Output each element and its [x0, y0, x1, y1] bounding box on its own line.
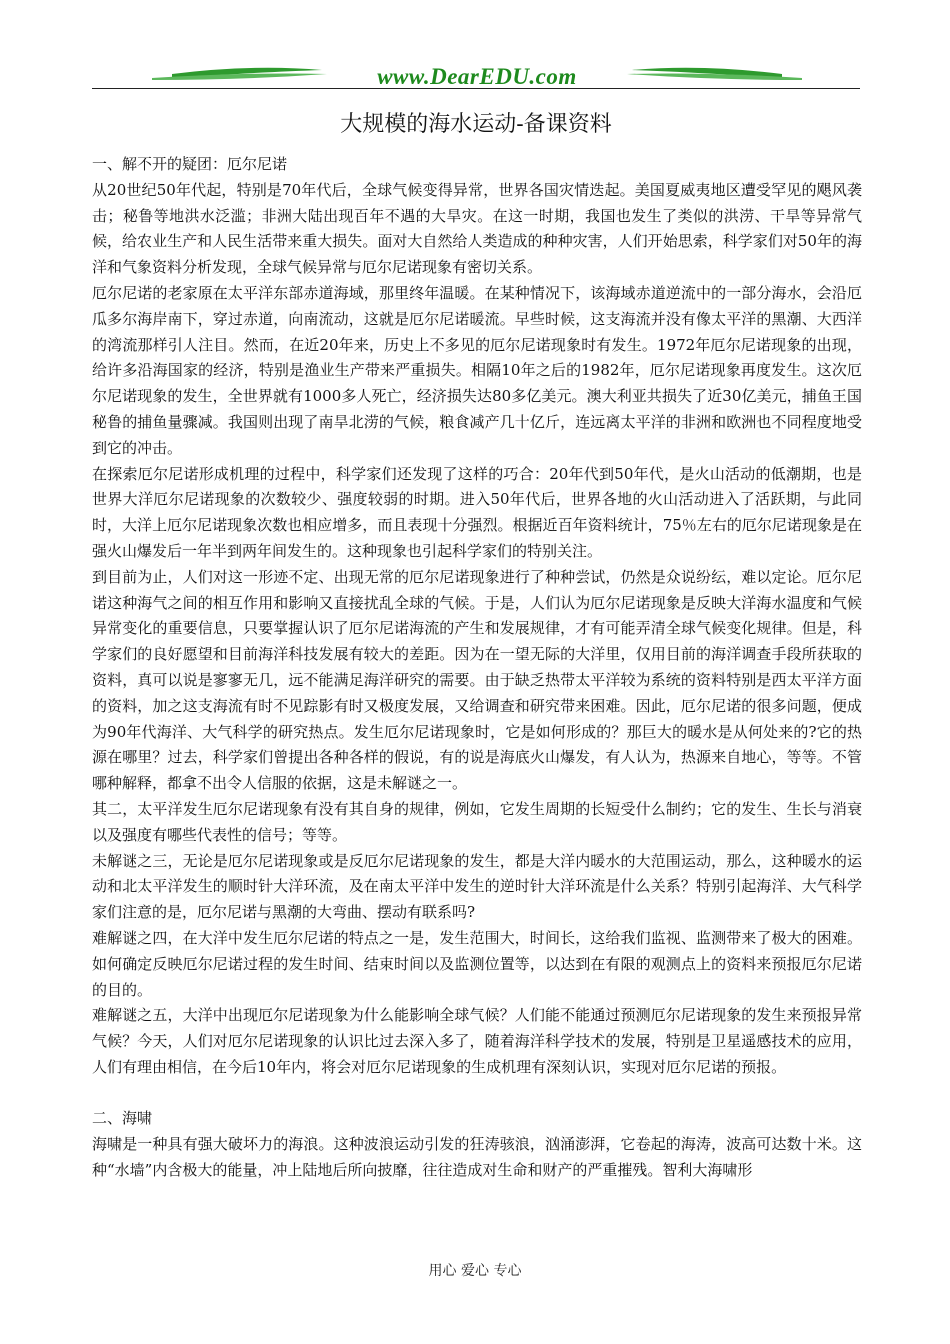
page-footer: 用心 爱心 专心	[428, 1263, 522, 1279]
body-paragraph: 厄尔尼诺的老家原在太平洋东部赤道海域，那里终年温暖。在某种情况下，该海域赤道逆流中的一部分海水，会沿厄瓜多尔海岸南下，穿过赤道，向南流动，这就是厄尔尼诺暖流。早些时候，这支海流并没有像太平洋的黑潮、大西洋的湾流那样引人注目。然而，在近20年来，历史上不多见的厄尔尼诺现象时有发生。1972年厄尔尼诺现象的出现，给许多沿海国家的经济，特别是渔业生产带来严重损失。相隔10年之后的1982年，厄尔尼诺现象再度发生。这次厄尔尼诺现象的发生，全世界就有1000多人死亡，经济损失达80多亿美元。澳大利亚共损失了近30亿美元，捕鱼王国秘鲁的捕鱼量骤减。我国则出现了南旱北涝的气候，粮食减产几十亿斤，连远离太平洋的非洲和欧洲也不同程度地受到它的冲击。	[92, 283, 862, 457]
body-paragraph: 在探索厄尔尼诺形成机理的过程中，科学家们还发现了这样的巧合：20年代到50年代，是火山活动的低潮期，也是世界大洋厄尔尼诺现象的次数较少、强度较弱的时期。进入50年代后，世界各地的火山活动进入了活跃期，与此同时，大洋上厄尔尼诺现象次数也相应增多，而且表现十分强烈。根据近百年资料统计，75％左右的厄尔尼诺现象是在强火山爆发后一年半到两年间发生的。这种现象也引起科学家们的特别关注。	[92, 464, 862, 560]
site-logo-text[interactable]: www.DearEDU.com	[377, 64, 577, 89]
body-paragraph: 从20世纪50年代起，特别是70年代后，全球气候变得异常，世界各国灾情迭起。美国夏威夷地区遭受罕见的飓风袭击；秘鲁等地洪水泛滥；非洲大陆出现百年不遇的大旱灾。在这一时期，我国也发生了类似的洪涝、干旱等异常气候，给农业生产和人民生活带来重大损失。面对大自然给人类造成的种种灾害，人们开始思索，科学家们对50年的海洋和气象资料分析发现，全球气候异常与厄尔尼诺现象有密切关系。	[92, 180, 862, 277]
body-paragraph: 其二，太平洋发生厄尔尼诺现象有没有其自身的规律，例如，它发生周期的长短受什么制约；它的发生、生长与消衰以及强度有哪些代表性的信号；等等。	[92, 799, 862, 844]
blank-line	[92, 1081, 862, 1107]
body-paragraph: 海啸是一种具有强大破坏力的海浪。这种波浪运动引发的狂涛骇浪，汹涌澎湃，它卷起的海涛，波高可达数十米。这种“水墙”内含极大的能量，冲上陆地后所向披靡，往往造成对生命和财产的严重摧残。智利大海啸形	[92, 1135, 862, 1180]
section-heading: 一、解不开的疑团：厄尔尼诺	[92, 155, 288, 173]
section-heading: 二、海啸	[92, 1109, 153, 1128]
body-paragraph: 未解谜之三，无论是厄尔尼诺现象或是反厄尔尼诺现象的发生，都是大洋内暖水的大范围运动，那么，这种暖水的运动和北太平洋发生的顺时针大洋环流，及在南太平洋中发生的逆时针大洋环流是什么关系？特别引起海洋、大气科学家们注意的是，厄尔尼诺与黑潮的大弯曲、摆动有联系吗?	[92, 851, 862, 922]
body-paragraph: 难解谜之五，大洋中出现厄尔尼诺现象为什么能影响全球气候？人们能不能通过预测厄尔尼诺现象的发生来预报异常气候？今天，人们对厄尔尼诺现象的认识比过去深入多了，随着海洋科学技术的发展，特别是卫星遥感技术的应用，人们有理由相信，在今后10年内，将会对厄尔尼诺现象的生成机理有深刻认识，实现对厄尔尼诺的预报。	[92, 1006, 862, 1076]
body-paragraph: 难解谜之四，在大洋中发生厄尔尼诺的特点之一是，发生范围大，时间长，这给我们监视、监测带来了极大的困难。如何确定反映厄尔尼诺过程的发生时间、结束时间以及监测位置等，以达到在有限的观测点上的资料来预报厄尔尼诺的目的。	[92, 928, 862, 999]
body-paragraph: 到目前为止，人们对这一形迹不定、出现无常的厄尔尼诺现象进行了种种尝试，仍然是众说纷纭，难以定论。厄尔尼诺这种海气之间的相互作用和影响又直接扰乱全球的气候。于是，人们认为厄尔尼诺现象是反映大洋海水温度和气候异常变化的重要信息，只要掌握认识了厄尔尼诺海流的产生和发展规律，才有可能弄清全球气候变化规律。但是，科学家们的良好愿望和目前海洋科技发展有较大的差距。因为在一望无际的大洋里，仅用目前的海洋调查手段所获取的资料，真可以说是寥寥无几，远不能满足海洋研究的需要。由于缺乏热带太平洋较为系统的资料特别是西太平洋方面的资料，加之这支海流有时不见踪影有时又极度发展，又给调查和研究带来困难。因此，厄尔尼诺的很多问题，便成为90年代海洋、大气科学的研究热点。发生厄尔尼诺现象时，它是如何形成的？那巨大的暖水是从何处来的?它的热源在哪里？过去，科学家们曾提出各种各样的假说，有的说是海底火山爆发，有人认为，热源来自地心，等等。不管哪种解释，都拿不出令人信服的依据，这是未解谜之一。	[92, 567, 862, 793]
document-title: 大规模的海水运动-备课资料	[340, 112, 612, 137]
document-body	[92, 152, 862, 1184]
header-divider	[92, 88, 860, 89]
